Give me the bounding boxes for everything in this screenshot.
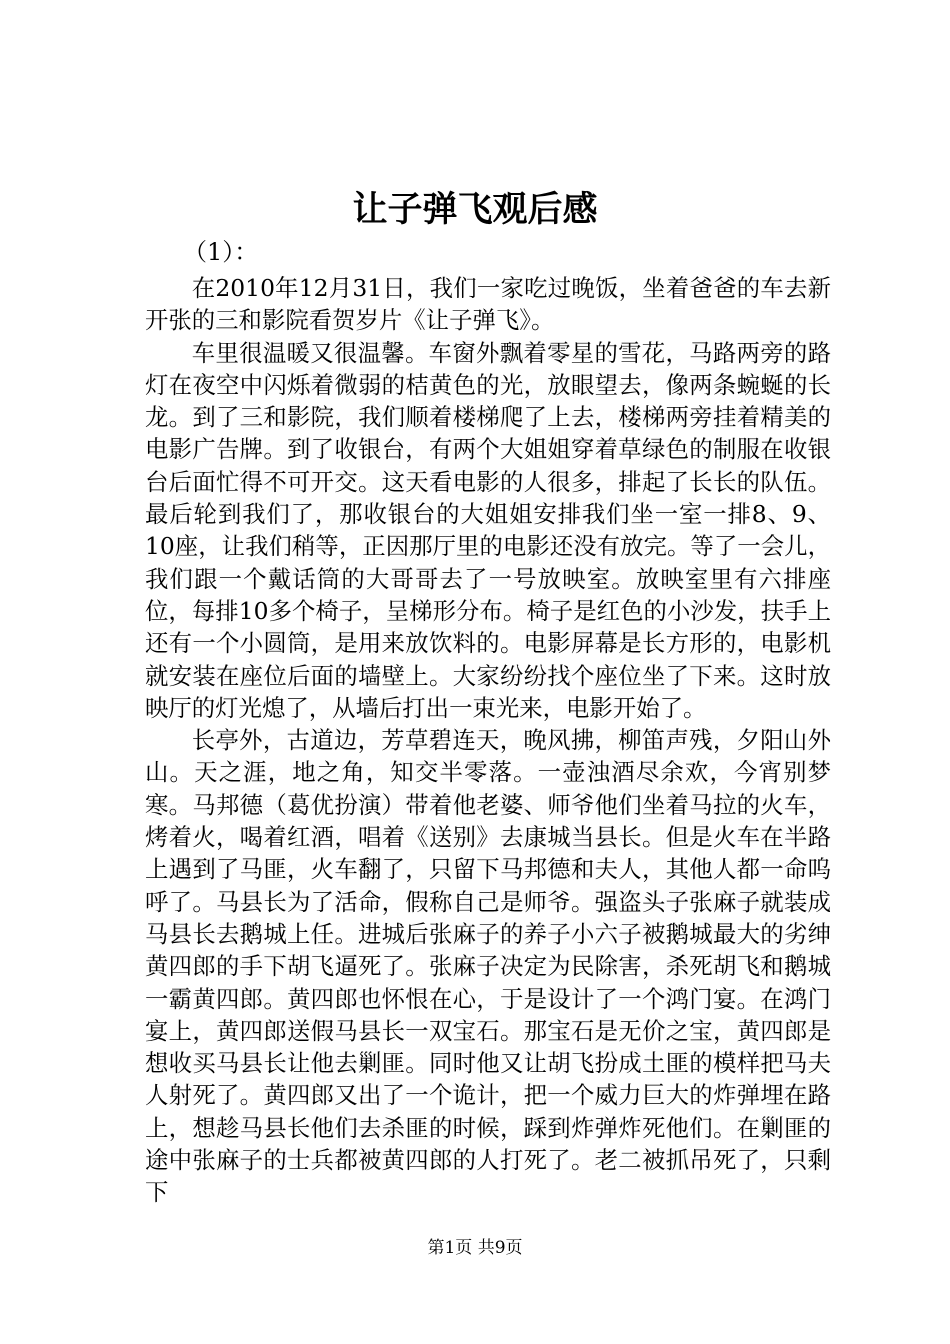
paragraph: 长亭外，古道边，芳草碧连天，晚风拂，柳笛声残，夕阳山外山。天之涯，地之角，知交半零落。一壶浊酒尽余欢，今宵别梦寒。马邦德（葛优扮演）带着他老婆、师爷他们坐着马拉的火车，烤着火，喝着红酒，唱着《送别》去康城当县长。但是火车在半路上遇到了马匪，火车翻了，只留下马邦德和夫人，其他人都一命呜呼了。马县长为了活命，假称自己是师爷。强盗头子张麻子就装成马县长去鹅城上任。进城后张麻子的养子小六子被鹅城最大的劣绅黄四郎的手下胡飞逼死了。张麻子决定为民除害，杀死胡飞和鹅城一霸黄四郎。黄四郎也怀恨在心，于是设计了一个鸿门宴。在鸿门宴上，黄四郎送假马县长一双宝石。那宝石是无价之宝，黄四郎是想收买马县长让他去剿匪。同时他又让胡飞扮成土匪的模样把马夫人射死了。黄四郎又出了一个诡计，把一个威力巨大的炸弹埋在路上，想趁马县长他们去杀匪的时候，踩到炸弹炸死他们。在剿匪的途中张麻子的士兵都被黄四郎的人打死了。老二被抓吊死了，只剩下 (145, 726, 831, 1207)
section-number: （1）： (183, 238, 259, 266)
document-title: 让子弹飞观后感 (352, 189, 598, 230)
paragraph: 车里很温暖又很温馨。车窗外飘着零星的雪花，马路两旁的路灯在夜空中闪烁着微弱的桔黄色的光，放眼望去，像两条蜿蜒的长龙。到了三和影院，我们顺着楼梯爬了上去，楼梯两旁挂着精美的电影广告牌。到了收银台，有两个大姐姐穿着草绿色的制服在收银台后面忙得不可开交。这天看电影的人很多，排起了长长的队伍。最后轮到我们了，那收银台的大姐姐安排我们坐一室一排8、9、10座，让我们稍等，正因那厅里的电影还没有放完。等了一会儿，我们跟一个戴话筒的大哥哥去了一号放映室。放映室里有六排座位，每排10多个椅子，呈梯形分布。椅子是红色的小沙发，扶手上还有一个小圆筒，是用来放饮料的。电影屏幕是长方形的，电影机就安装在座位后面的墙壁上。大家纷纷找个座位坐了下来。这时放映厅的灯光熄了，从墙后打出一束光来，电影开始了。 (145, 338, 831, 722)
page-footer: 第1页 共9页 (427, 1238, 523, 1258)
paragraph: 在2010年12月31日，我们一家吃过晚饭，坐着爸爸的车去新开张的三和影院看贺岁片《让子弹飞》。 (145, 274, 831, 335)
document-body (145, 272, 831, 1209)
